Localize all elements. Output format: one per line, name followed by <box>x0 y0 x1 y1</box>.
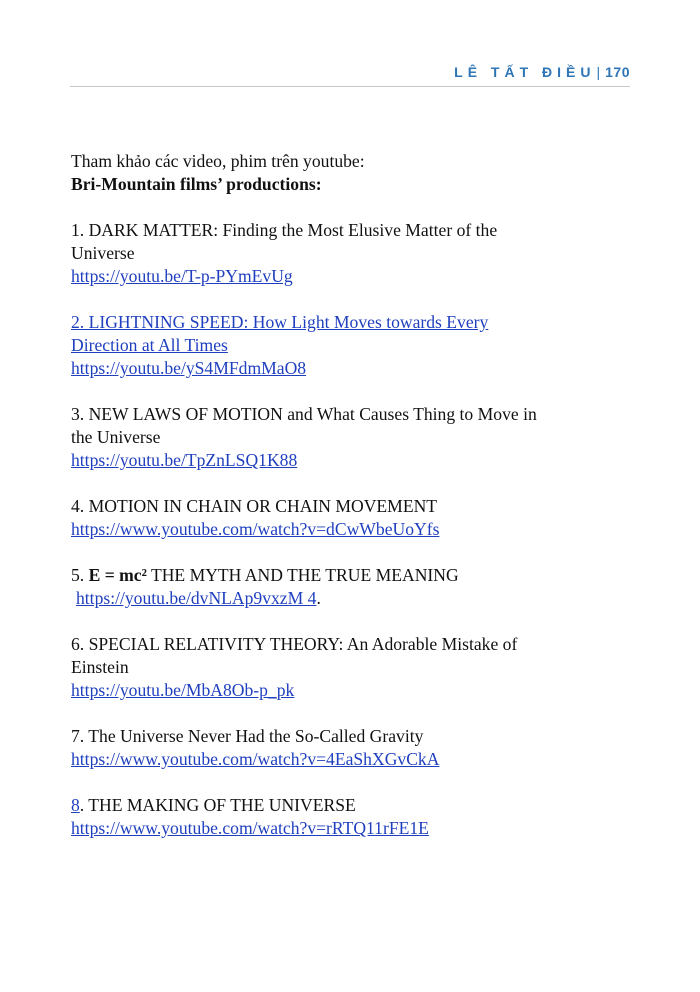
list-item <box>71 495 616 541</box>
list-item <box>71 794 616 840</box>
list-item <box>71 403 616 472</box>
item-title: 3. NEW LAWS OF MOTION and What Causes Thing to Move in <box>71 404 537 424</box>
list-item <box>71 311 616 380</box>
item-title <box>71 794 616 817</box>
item-title-cont: Universe <box>71 243 135 263</box>
item-title-link[interactable]: 2. LIGHTNING SPEED: How Light Moves towards Every <box>71 312 489 332</box>
page-number: 170 <box>605 64 630 80</box>
page-header <box>70 60 630 87</box>
item-title: 1. DARK MATTER: Finding the Most Elusive Matter of the <box>71 220 498 240</box>
intro-line: Tham khảo các video, phim trên youtube: <box>71 151 365 171</box>
page-content <box>71 150 616 840</box>
item-title <box>71 564 616 587</box>
header-text <box>454 64 630 80</box>
header-separator: | <box>596 64 601 80</box>
item-title: 4. MOTION IN CHAIN OR CHAIN MOVEMENT <box>71 496 438 516</box>
item-number-link[interactable]: 8 <box>71 795 80 815</box>
item-title: 7. The Universe Never Had the So-Called Gravity <box>71 726 424 746</box>
formula: E = mc² <box>88 565 147 585</box>
list-item <box>71 219 616 288</box>
item-number: 5. <box>71 565 89 585</box>
item-title: 6. SPECIAL RELATIVITY THEORY: An Adorable Mistake of <box>71 634 518 654</box>
author-name: LÊ TẤT ĐIỀU <box>454 64 596 80</box>
video-link[interactable]: https://youtu.be/dvNLAp9vxzM 4 <box>76 588 317 608</box>
video-link[interactable]: https://www.youtube.com/watch?v=rRTQ11rFE1E <box>71 818 429 838</box>
video-link[interactable]: https://youtu.be/T-p-PYmEvUg <box>71 266 293 286</box>
list-item <box>71 725 616 771</box>
link-period: . <box>316 588 321 608</box>
item-title-link-cont[interactable]: Direction at All Times <box>71 335 228 355</box>
item-title-cont: the Universe <box>71 427 161 447</box>
video-link[interactable]: https://youtu.be/TpZnLSQ1K88 <box>71 450 298 470</box>
list-item <box>71 633 616 702</box>
video-link[interactable]: https://youtu.be/MbA8Ob-p_pk <box>71 680 295 700</box>
video-link[interactable]: https://youtu.be/yS4MFdmMaO8 <box>71 358 307 378</box>
intro-heading: Bri-Mountain films’ productions: <box>71 174 322 194</box>
item-title-rest: . THE MAKING OF THE UNIVERSE <box>79 795 356 815</box>
list-item <box>71 564 616 610</box>
item-title-rest: THE MYTH AND THE TRUE MEANING <box>146 565 459 585</box>
video-link[interactable]: https://www.youtube.com/watch?v=dCwWbeUoYfs <box>71 519 440 539</box>
video-link[interactable]: https://www.youtube.com/watch?v=4EaShXGvCkA <box>71 749 440 769</box>
item-title-cont: Einstein <box>71 657 129 677</box>
